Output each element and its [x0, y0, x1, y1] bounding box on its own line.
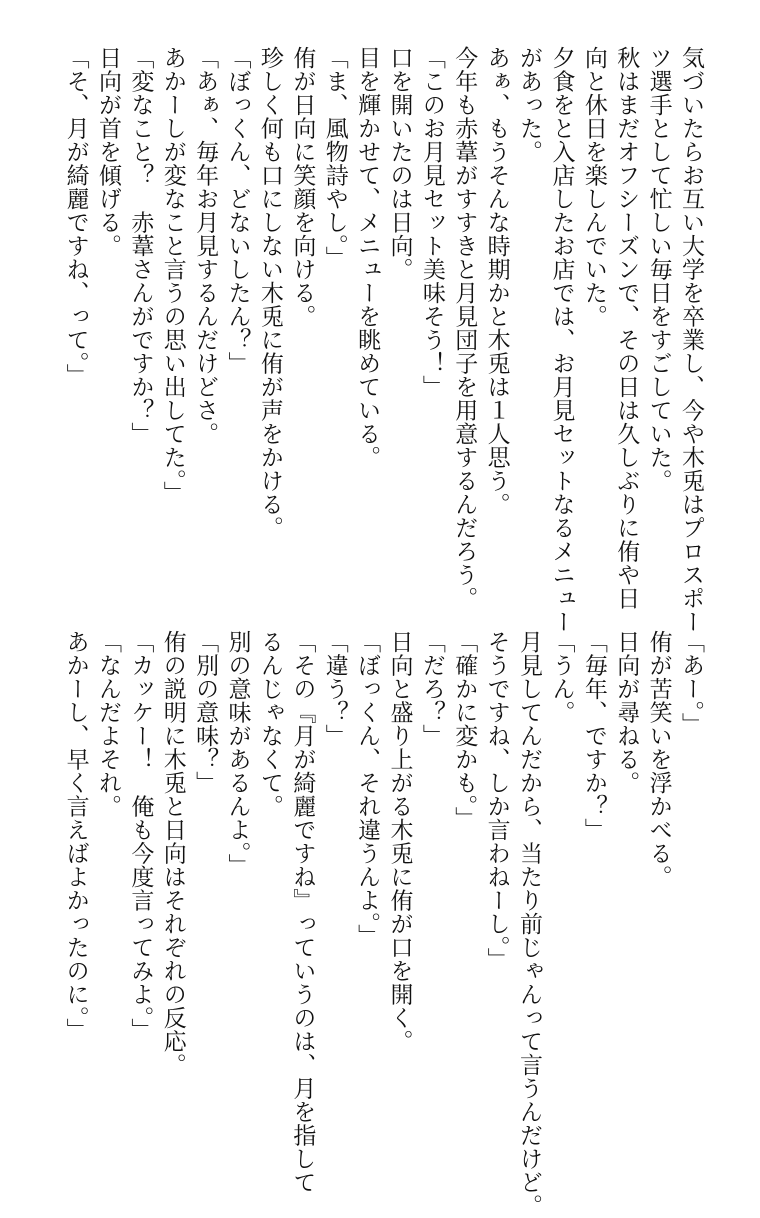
text-line: 「うん。: [548, 630, 575, 724]
text-line: 今年も赤葦がすすきと月見団子を用意するんだろう。: [451, 46, 478, 610]
text-line: 秋はまだオフシーズンで、その日は久しぶりに侑や日: [613, 46, 640, 610]
text-line: 「ま、風物詩やし。」: [321, 46, 348, 270]
text-line: 夕食をと入店したお店では、お月見セットなるメニュー: [548, 46, 575, 634]
text-line: があった。: [516, 46, 543, 164]
text-line: 「だろ？」: [418, 630, 445, 748]
text-line: 日向と盛り上がる木兎に侑が口を開く。: [386, 630, 413, 1053]
text-line: 「ぼっくん、それ違うんよ。」: [354, 630, 381, 948]
text-line: 口を開いたのは日向。: [386, 46, 413, 281]
text-line: 「変なこと？ 赤葦さんがですか？」: [127, 46, 154, 446]
text-line: 「その『月が綺麗ですね』っていうのは、月を指して: [289, 630, 316, 1194]
text-line: 珍しく何も口にしない木兎に侑が声をかける。: [256, 46, 283, 540]
text-line: 侑の説明に木兎と日向はそれぞれの反応。: [159, 630, 186, 1077]
text-line: あぁ、もうそんな時期かと木兎は１人思う。: [483, 46, 510, 516]
text-line: 「カッケー！ 俺も今度言ってみよ。」: [127, 630, 154, 1042]
text-line: 日向が首を傾げる。: [94, 46, 121, 258]
text-line: 「そ、月が綺麗ですね、って。」: [62, 46, 89, 387]
text-block-bottom: [62, 630, 704, 1218]
text-line: ツ選手として忙しい毎日をすごしていた。: [645, 46, 672, 493]
text-line: 「なんだよそれ。: [94, 630, 121, 818]
text-line: 「毎年、ですか？」: [580, 630, 607, 842]
text-line: 日向が尋ねる。: [613, 630, 640, 795]
text-line: 「違う？」: [321, 630, 348, 748]
text-line: あかーしが変なこと言うの思い出してた。」: [159, 46, 186, 505]
text-line: そうですね、しか言わねーし。」: [483, 630, 510, 971]
text-line: 「別の意味？」: [192, 630, 219, 795]
text-line: 「あー。」: [678, 630, 704, 736]
text-line: 月見してんだから、当たり前じゃんって言うんだけど。: [516, 630, 543, 1218]
text-block-top: [62, 46, 704, 634]
text-line: 「ぼっくん、どないしたん？」: [224, 46, 251, 375]
text-line: あかーし、早く言えばよかったのに。」: [62, 630, 89, 1042]
text-line: 侑が苦笑いを浮かべる。: [645, 630, 672, 889]
text-line: 侑が日向に笑顔を向ける。: [289, 46, 316, 328]
text-line: るんじゃなくて。: [256, 630, 283, 818]
text-line: 向と休日を楽しんでいた。: [580, 46, 607, 328]
text-line: 別の意味があるんよ。」: [224, 630, 251, 877]
text-line: 目を輝かせて、メニューを眺めている。: [354, 46, 381, 469]
text-line: 「あぁ、毎年お月見するんだけどさ。: [192, 46, 219, 446]
text-line: 気づいたらお互い大学を卒業し、今や木兎はプロスポー: [678, 46, 704, 634]
text-line: 「このお月見セット美味そう！」: [418, 46, 445, 399]
text-line: 「確かに変かも。」: [451, 630, 478, 830]
